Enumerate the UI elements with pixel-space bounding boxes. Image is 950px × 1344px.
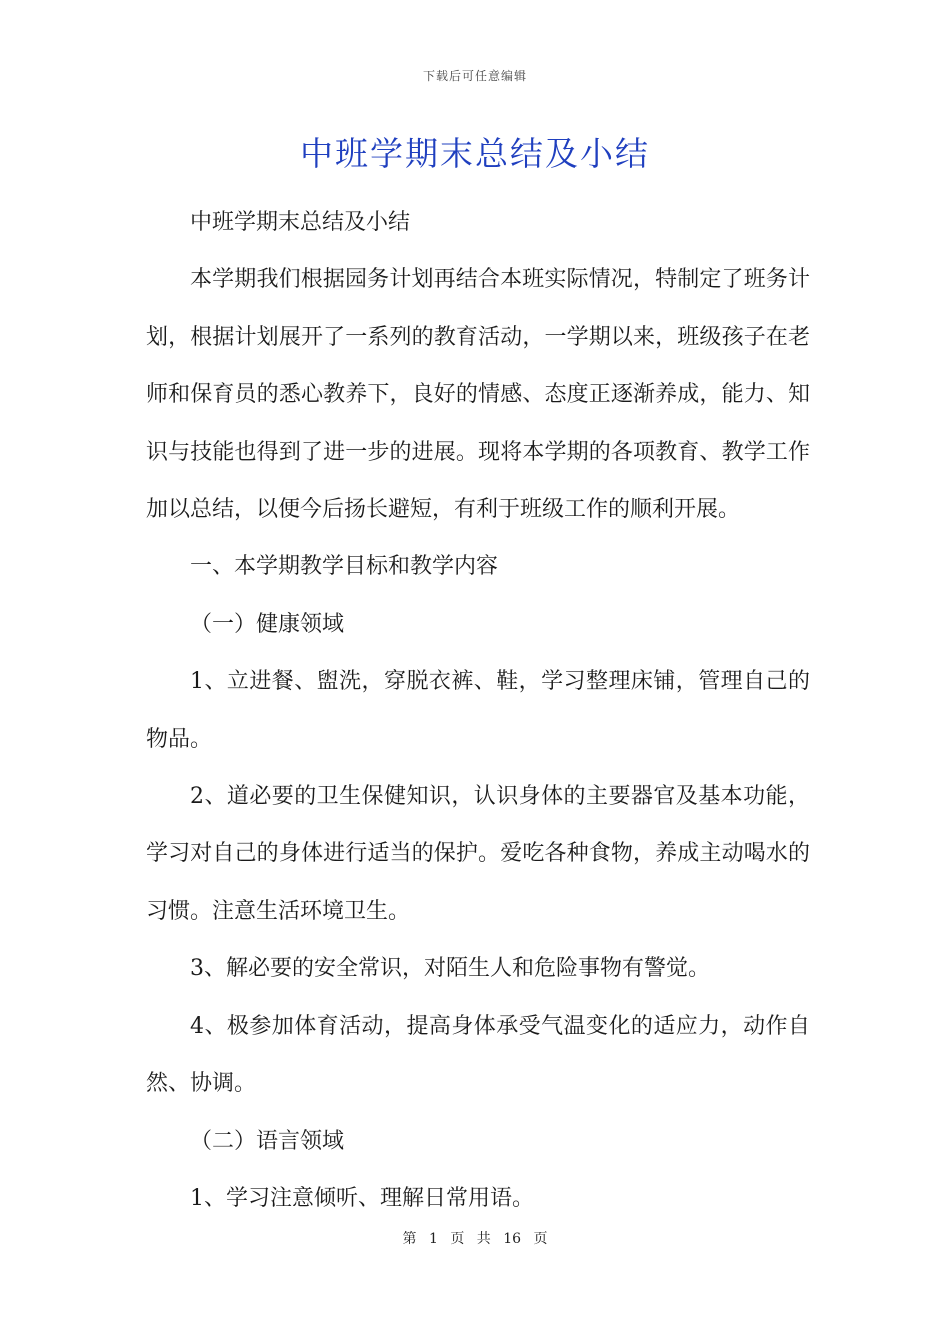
list-item: 1、立进餐、盥洗，穿脱衣裤、鞋，学习整理床铺，管理自己的物品。 (146, 669, 810, 752)
list-item: 1、学习注意倾听、理解日常用语。 (190, 1185, 534, 1211)
total-pages-number: 16 (503, 1231, 522, 1247)
section-heading: 一、本学期教学目标和教学内容 (190, 554, 499, 580)
footer-label-total: 共 (476, 1231, 491, 1247)
footer-label-unit: 页 (450, 1231, 465, 1247)
footer-label-unit2: 页 (533, 1231, 548, 1247)
page-footer (0, 1228, 950, 1248)
footer-label-page: 第 (402, 1231, 417, 1247)
paragraph-intro: 本学期我们根据园务计划再结合本班实际情况，特制定了班务计划，根据计划展开了一系列的教育活动，一学期以来，班级孩子在老师和保育员的悉心教养下，良好的情感、态度正逐渐养成，能力、知识与技能也得到了进一步的进展。现将本学期的各项教育、教学工作加以总结，以便今后扬长避短，有利于班级工作的顺利开展。 (146, 267, 810, 523)
paragraph-subtitle: 中班学期末总结及小结 (190, 210, 411, 235)
list-item: 4、极参加体育活动，提高身体承受气温变化的适应力，动作自然、协调。 (146, 1013, 810, 1097)
list-item: 3、解必要的安全常识，对陌生人和危险事物有警觉。 (190, 956, 710, 982)
subsection-heading-health: （一）健康领域 (190, 611, 345, 637)
current-page-number: 1 (428, 1231, 438, 1247)
subsection-heading-language: （二）语言领域 (190, 1128, 345, 1154)
header-note: 下载后可任意编辑 (422, 69, 527, 83)
document-title: 中班学期末总结及小结 (300, 134, 650, 173)
document-body (146, 194, 810, 1227)
list-item: 2、道必要的卫生保健知识，认识身体的主要器官及基本功能，学习对自己的身体进行适当的保护。爱吃各种食物，养成主动喝水的习惯。注意生活环境卫生。 (146, 784, 810, 924)
